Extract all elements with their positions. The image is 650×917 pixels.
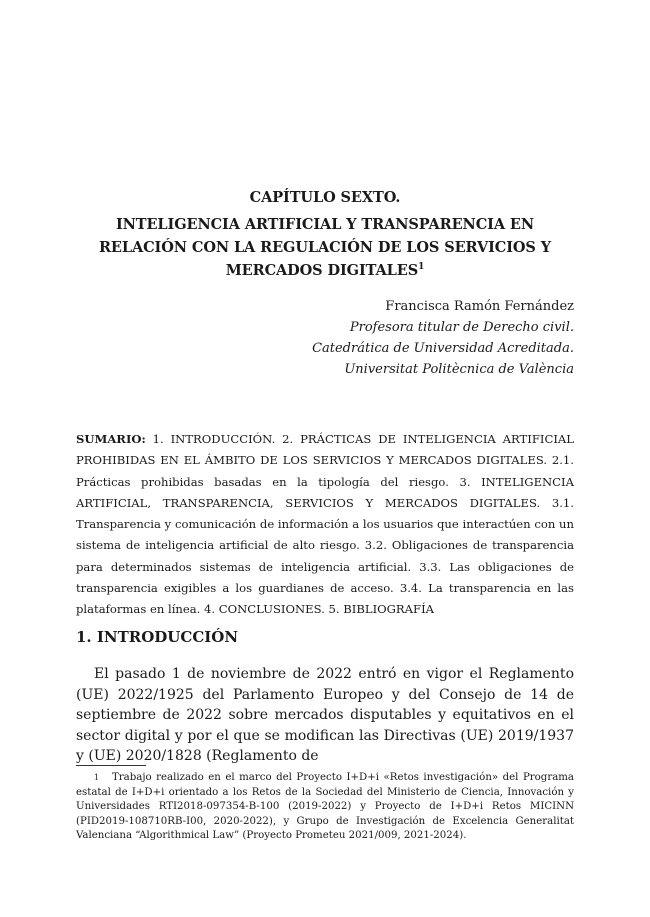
footnote-number: 1 (94, 773, 100, 782)
summary-text: 1. INTRODUCCIÓN. 2. PRÁCTICAS DE INTELIGENCIA ARTIFICIAL PROHIBIDAS EN EL ÁMBITO DE LOS SERVICIOS Y MERCADOS DIGITALES. 2.1. Prácticas prohibidas basadas en la tipología del riesgo. 3. INTELIGENCIA ARTIFICIAL, TRANSPARENCIA, SERVICIOS Y MERCADOS DIGITALES. 3.1. Transparencia y comunicación de información a los usuarios que interactúen con un sistema de inteligencia artificial de alto riesgo. 3.2. Obligaciones de transparencia para determinados sistemas de inteligencia artificial. 3.3. Las obligaciones de transparencia exigibles a los guardianes de acceso. 3.4. La transparencia en las plataformas en línea. 4. CONCLUSIONES. 5. BIBLIOGRAFÍA (76, 432, 575, 617)
section-heading: 1. INTRODUCCIÓN (76, 628, 239, 646)
chapter-heading (70, 186, 580, 282)
author-position: Profesora titular de Derecho civil. (349, 320, 574, 335)
body-paragraph: El pasado 1 de noviembre de 2022 entró en vigor el Reglamento (UE) 2022/1925 del Parlamento Europeo y del Consejo de 14 de septiembre de 2022 sobre mercados disputables y equitativos en el sector digital y por el que se modifican las Directivas (UE) 2019/1937 y (UE) 2020/1828 (Reglamento de (76, 666, 574, 764)
author-accreditation: Catedrática de Universidad Acreditada. (312, 341, 574, 356)
chapter-title: INTELIGENCIA ARTIFICIAL Y TRANSPARENCIA EN RELACIÓN CON LA REGULACIÓN DE LOS SERVICIOS Y MERCADOS DIGITALES (98, 216, 552, 279)
chapter-title-wrap (70, 213, 580, 282)
summary-label: SUMARIO: (76, 432, 146, 446)
footnote (76, 771, 574, 844)
footnote-divider (76, 765, 146, 766)
summary-block (76, 429, 574, 621)
footnote-text: Trabajo realizado en el marco del Proyecto I+D+i «Retos investigación» del Programa estatal de I+D+i orientado a los Retos de la Sociedad del Ministerio de Ciencia, Innovación y Universidades RTI2018-097354-B-100 (2019-2022) y Proyecto de I+D+i Retos MICINN (PID2019-108710RB-I00, 2020-2022), y Grupo de Investigación de Excelencia Generalitat Valenciana “Algorithmical Law” (Proyecto Prometeu 2021/009, 2021-2024). (76, 772, 574, 842)
footnote-reference: 1 (418, 262, 425, 273)
author-institution: Universitat Politècnica de València (344, 362, 574, 377)
author-name: Francisca Ramón Fernández (385, 299, 574, 314)
author-block (312, 296, 574, 380)
chapter-label: CAPÍTULO SEXTO. (249, 189, 401, 206)
